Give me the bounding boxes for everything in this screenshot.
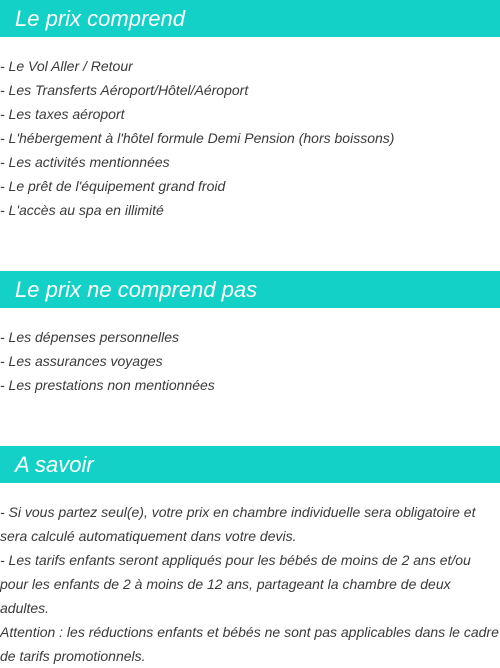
list-item: - Le prêt de l'équipement grand froid [0, 178, 226, 194]
paragraph-single-supplement: - Si vous partez seul(e), votre prix en chambre individuelle sera obligatoire et sera calculé automatiquement dans votre devis. [0, 504, 476, 544]
section-title-price-excludes: Le prix ne comprend pas [0, 271, 500, 308]
list-item: - L'hébergement à l'hôtel formule Demi Pension (hors boissons) [0, 130, 395, 146]
list-item: - Les Transferts Aéroport/Hôtel/Aéroport [0, 82, 249, 98]
section-title-good-to-know: A savoir [0, 446, 500, 483]
list-item: - Les activités mentionnées [0, 154, 170, 170]
price-includes-list [0, 54, 500, 222]
list-item: - Le Vol Aller / Retour [0, 58, 133, 74]
list-item: - Les taxes aéroport [0, 106, 125, 122]
paragraph-promo-warning: Attention : les réductions enfants et bébés ne sont pas applicables dans le cadre de tarifs promotionnels. [0, 624, 499, 664]
list-item: - Les prestations non mentionnées [0, 377, 215, 393]
section-title-price-includes: Le prix comprend [0, 0, 500, 37]
list-item: - Les dépenses personnelles [0, 329, 180, 345]
list-item: - L'accès au spa en illimité [0, 202, 164, 218]
list-item: - Les assurances voyages [0, 353, 163, 369]
paragraph-child-rates: - Les tarifs enfants seront appliqués pour les bébés de moins de 2 ans et/ou pour les enfants de 2 à moins de 12 ans, partageant la chambre de deux adultes. [0, 552, 471, 616]
price-excludes-list [0, 325, 500, 397]
